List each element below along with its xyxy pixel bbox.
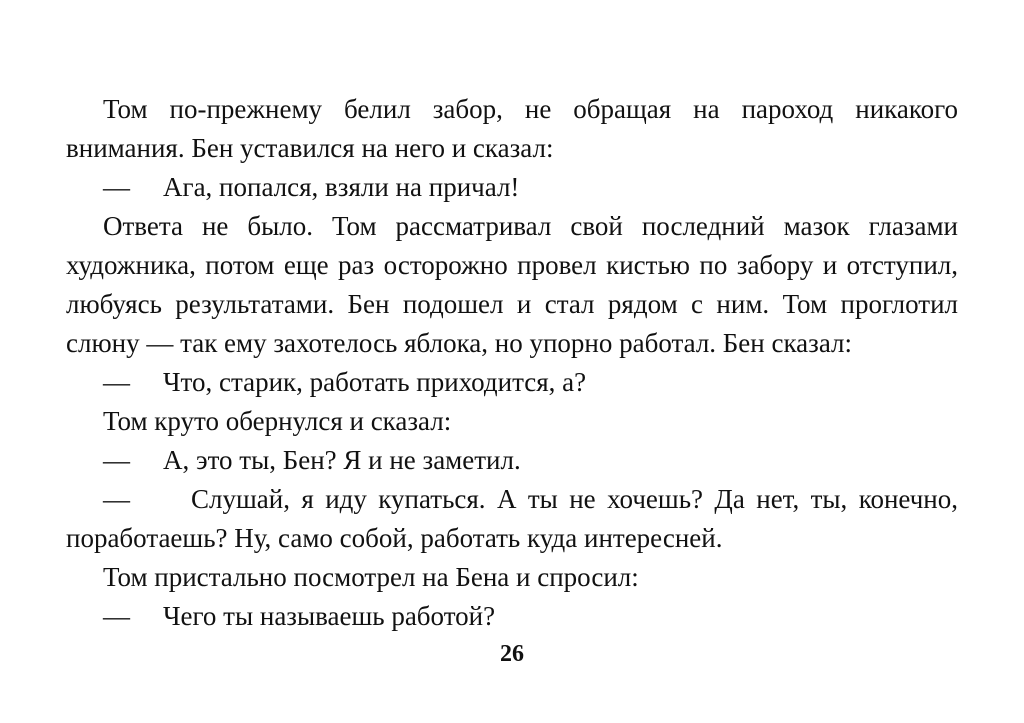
dialogue-dash: — bbox=[103, 601, 130, 631]
dialogue-line-1 bbox=[66, 168, 958, 207]
dialogue-text: Слушай, я иду купаться. А ты не хочешь? Да нет, ты, конечно, поработаешь? Ну, само собой, работать куда интересней. bbox=[66, 484, 958, 553]
dialogue-line-2 bbox=[66, 363, 958, 402]
paragraph-3: Том круто обернулся и сказал: bbox=[103, 406, 452, 436]
paragraph-4: Том пристально посмотрел на Бена и спросил: bbox=[103, 562, 639, 592]
paragraph-2: Ответа не было. Том рассматривал свой последний мазок глазами художника, потом еще раз осторожно провел кистью по забору и отступил, любуясь результатами. Бен подошел и стал рядом с ним. Том проглотил слюну — так ему захотелось яблока, но упорно работал. Бен сказал: bbox=[66, 211, 958, 358]
dialogue-line-4 bbox=[66, 480, 958, 558]
dialogue-text: А, это ты, Бен? Я и не заметил. bbox=[163, 445, 521, 475]
dialogue-dash: — bbox=[103, 445, 130, 475]
dialogue-dash: — bbox=[103, 367, 130, 397]
paragraph-1: Том по-прежнему белил забор, не обращая на пароход никакого внимания. Бен уставился на него и сказал: bbox=[66, 94, 958, 163]
dialogue-text: Чего ты называешь работой? bbox=[163, 601, 496, 631]
dialogue-line-3 bbox=[66, 441, 958, 480]
dialogue-text: Ага, попался, взяли на причал! bbox=[163, 172, 520, 202]
dialogue-line-5 bbox=[66, 597, 958, 636]
dialogue-text: Что, старик, работать приходится, а? bbox=[163, 367, 587, 397]
page-number: 26 bbox=[500, 641, 524, 667]
page-text bbox=[66, 90, 958, 636]
dialogue-dash: — bbox=[103, 484, 130, 514]
dialogue-dash: — bbox=[103, 172, 130, 202]
